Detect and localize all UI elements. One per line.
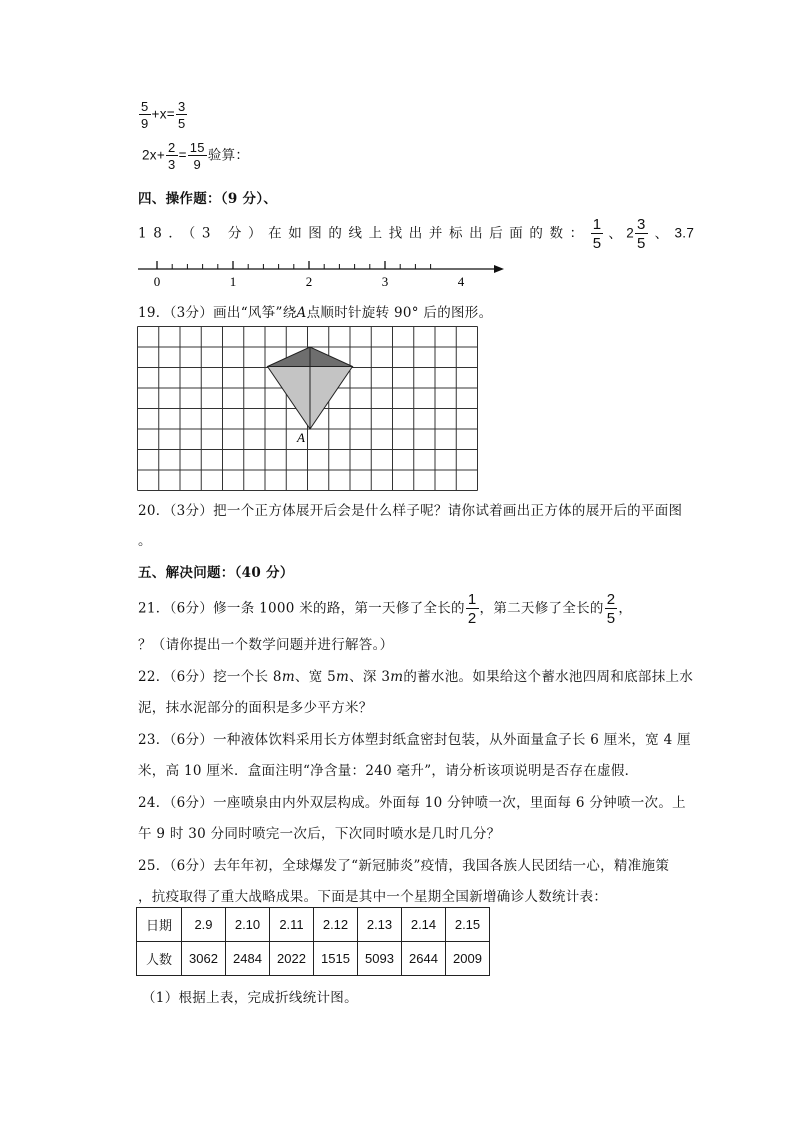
point-a-label: A [297,430,305,445]
fraction-numerator: 2 [606,591,616,608]
question-text: 、深 3 [349,669,391,685]
section-heading-4: 四、操作题：（9 分）、 [138,191,278,207]
table-cell: 5093 [358,942,402,976]
fraction-denominator: 2 [467,610,477,627]
table-cell: 3062 [182,942,226,976]
question-text: 22．（6分）挖一个长 8 [138,669,282,685]
tick-label: 0 [153,274,161,289]
fraction-numerator: 15 [189,140,205,155]
question-text: ， [618,600,633,617]
fraction [605,592,618,626]
question-21-line-2: ？（请你提出一个数学问题并进行解答。） [138,637,394,653]
question-25-sub-1: （1）根据上表，完成折线统计图。 [142,990,358,1006]
separator: 、 [654,225,669,242]
mixed-number-whole: 2 [626,225,634,241]
equation-text: +x= [151,106,175,122]
unit-label: m [336,669,350,685]
kite-grid [137,326,483,492]
fraction-numerator: 1 [467,591,477,608]
fraction [635,217,648,251]
table-row [137,908,490,942]
question-text: 、宽 5 [294,669,337,685]
question-20-line-2: 。 [138,533,152,549]
fraction-denominator: 5 [637,235,646,252]
fraction-numerator: 1 [592,216,602,233]
question-text: 的蓄水池。如果给这个蓄水池四周和底部抹上水 [403,669,694,685]
table-cell: 2644 [402,942,446,976]
table-cell: 2.12 [314,908,358,942]
statistics-table [136,907,490,976]
fraction [188,141,207,171]
question-24-line-2: 午 9 时 30 分同时喷完一次后，下次同时喷水是几时几分？ [138,826,501,842]
number-line-ticks [157,261,431,269]
question-22-line-1 [138,665,693,685]
section-heading-5: 五、解决问题：（40 分） [138,565,294,581]
arrow-head-icon [494,265,504,273]
question-20-line-1: 20．（3分）把一个正方体展开后会是什么样子呢？请你试着画出正方体的展开后的平面图 [138,503,683,519]
question-text: 21．（6分）修一条 1000 米的路，第一天修了全长的 [138,600,465,617]
fraction-denominator: 3 [168,157,176,172]
separator: 、 [608,225,623,242]
point-label: A [296,305,307,321]
table-cell: 2.13 [358,908,402,942]
tick-label: 2 [305,274,313,289]
question-19 [138,301,492,321]
equation-text: 2x+ [142,147,166,163]
question-21-line-1 [138,592,632,626]
question-18 [138,217,694,251]
tick-label: 1 [229,274,237,289]
fraction-numerator: 5 [141,99,149,114]
unit-label: m [390,669,404,685]
question-23-line-2: 米，高 10 厘米．盒面注明“净含量：240 毫升”，请分析该项说明是否存在虚假． [138,763,639,779]
tick-label: 3 [381,274,389,289]
table-cell: 2009 [446,942,490,976]
fraction [466,592,479,626]
question-text: ，第二天修了全长的 [479,600,604,617]
equation-2 [142,141,249,171]
row-header: 人数 [137,942,182,976]
number-line [136,255,516,291]
table-cell: 1515 [314,942,358,976]
tick-label: 4 [457,274,465,289]
fraction [139,100,151,130]
unit-label: m [281,669,295,685]
fraction-numerator: 2 [168,140,176,155]
table-cell: 2022 [270,942,314,976]
question-text: 点顺时针旋转 90° 后的图形。 [306,305,493,321]
fraction [166,141,178,171]
fraction-denominator: 9 [193,157,202,172]
fraction-denominator: 5 [177,116,186,131]
decimal-value: 3.7 [674,225,695,241]
fraction-denominator: 9 [141,116,149,131]
table-row [137,942,490,976]
question-25-line-1: 25．（6分）去年年初，全球爆发了“新冠肺炎”疫情，我国各族人民团结一心，精准施策 [138,858,670,874]
row-header: 日期 [137,908,182,942]
equation-text: = [178,147,187,163]
question-22-line-2: 泥，抹水泥部分的面积是多少平方米？ [138,700,373,716]
question-text: 19．（3分）画出“风筝”绕 [138,305,297,321]
fraction-denominator: 5 [592,235,602,252]
fraction [591,217,604,251]
fraction-denominator: 5 [606,610,616,627]
question-text: 18．（3 分）在如图的线上找出并标出后面的数： [138,225,590,242]
fraction-numerator: 3 [637,216,646,233]
verify-label: 验算： [207,147,250,164]
fraction [176,100,188,130]
fraction-numerator: 3 [177,99,186,114]
question-23-line-1: 23．（6分）一种液体饮料采用长方体塑封纸盒密封包装，从外面量盒子长 6 厘米，宽 4 厘 [138,732,691,748]
table-cell: 2.11 [270,908,314,942]
question-25-line-2: ，抗疫取得了重大战略成果。下面是其中一个星期全国新增确诊人数统计表： [138,889,608,905]
equation-1 [138,100,188,130]
table-cell: 2.15 [446,908,490,942]
question-24-line-1: 24．（6分）一座喷泉由内外双层构成。外面每 10 分钟喷一次，里面每 6 分钟喷一次。上 [138,795,686,811]
table-cell: 2.9 [182,908,226,942]
table-cell: 2484 [226,942,270,976]
table-cell: 2.14 [402,908,446,942]
table-cell: 2.10 [226,908,270,942]
